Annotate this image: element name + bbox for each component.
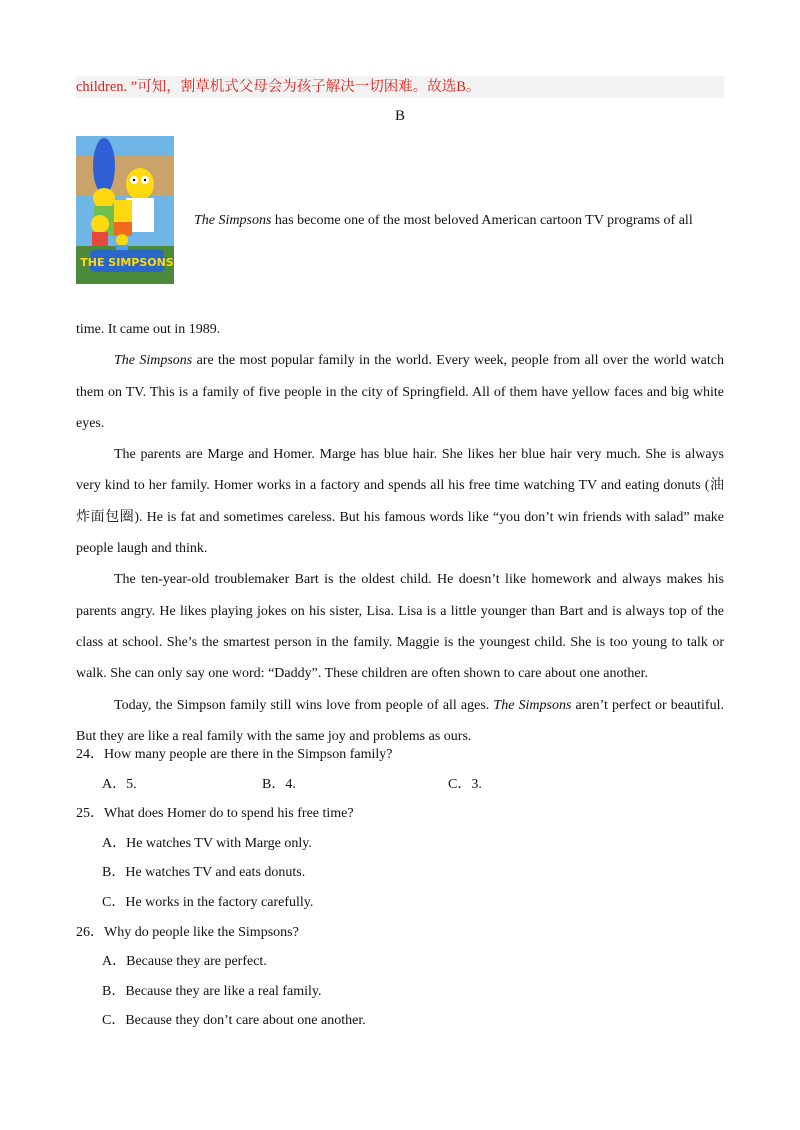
paragraph-1-text: are the most popular family in the world. Every week, people from all over the world watch them on TV. This is a family of five people in the city of Springfield. All of them have yellow faces and big white eyes. xyxy=(76,353,724,431)
intro-line xyxy=(194,211,693,231)
paragraph-4-text-a: Today, the Simpson family still wins love from people of all ages. xyxy=(114,697,494,713)
question-24: 24．How many people are there in the Simpson family? xyxy=(76,747,393,762)
questions xyxy=(76,740,724,1036)
option: B．4. xyxy=(262,776,296,792)
option: A．He watches TV with Marge only. xyxy=(102,835,312,851)
section-heading: B xyxy=(394,108,405,124)
answer-note: children. ”可知，割草机式父母会为孩子解决一切困难。故选B。 xyxy=(76,76,724,98)
option: B．He watches TV and eats donuts. xyxy=(102,865,306,881)
paragraph-4-text-b: aren’t perfect or beautiful. But they are like a real family with the same joy and problems as ours. xyxy=(76,697,724,744)
simpsons-poster-image xyxy=(76,136,174,284)
option: A．5. xyxy=(102,776,137,792)
simpsons-poster-graphic xyxy=(76,136,174,284)
question-24-options xyxy=(76,770,724,800)
question-25: 25．What does Homer do to spend his free time? xyxy=(76,806,354,822)
paragraph-3: The ten-year-old troublemaker Bart is the oldest child. He doesn’t like homework and always makes his parents angry. He likes playing jokes on his sister, Lisa. Lisa is a little younger than Bart and is always top of the class at school. She’s the smartest person in the family. Maggie is the youngest child. She is too young to talk or walk. She can only say one word: “Daddy”. These children are often shown to care about one another. xyxy=(76,572,724,682)
question-26: 26．Why do people like the Simpsons? xyxy=(76,924,299,940)
poster-logo-text: THE SIMPSONS xyxy=(80,256,174,269)
option: C．Because they don’t care about one another. xyxy=(102,1013,366,1029)
passage xyxy=(76,314,724,752)
paragraph-1 xyxy=(76,345,724,439)
intro-rest: has become one of the most beloved American cartoon TV programs of all xyxy=(271,213,693,228)
paragraph-4-title: The Simpsons xyxy=(493,697,572,713)
paragraph-1-title: The Simpsons xyxy=(114,353,193,369)
option: A．Because they are perfect. xyxy=(102,954,267,970)
option: C．3. xyxy=(448,776,482,792)
intro-title: The Simpsons xyxy=(194,213,272,228)
option: B．Because they are like a real family. xyxy=(102,983,322,999)
option: C．He works in the factory carefully. xyxy=(102,894,314,910)
paragraph-2: The parents are Marge and Homer. Marge has blue hair. She likes her blue hair very much. She is always very kind to her family. Homer works in a factory and spends all his free time watching TV and eating donuts (油炸面包圈). He is fat and sometimes careless. But his famous words like “you don’t win friends with salad” make people laugh and think. xyxy=(76,447,724,557)
passage-continuation: time. It came out in 1989. xyxy=(76,322,221,337)
